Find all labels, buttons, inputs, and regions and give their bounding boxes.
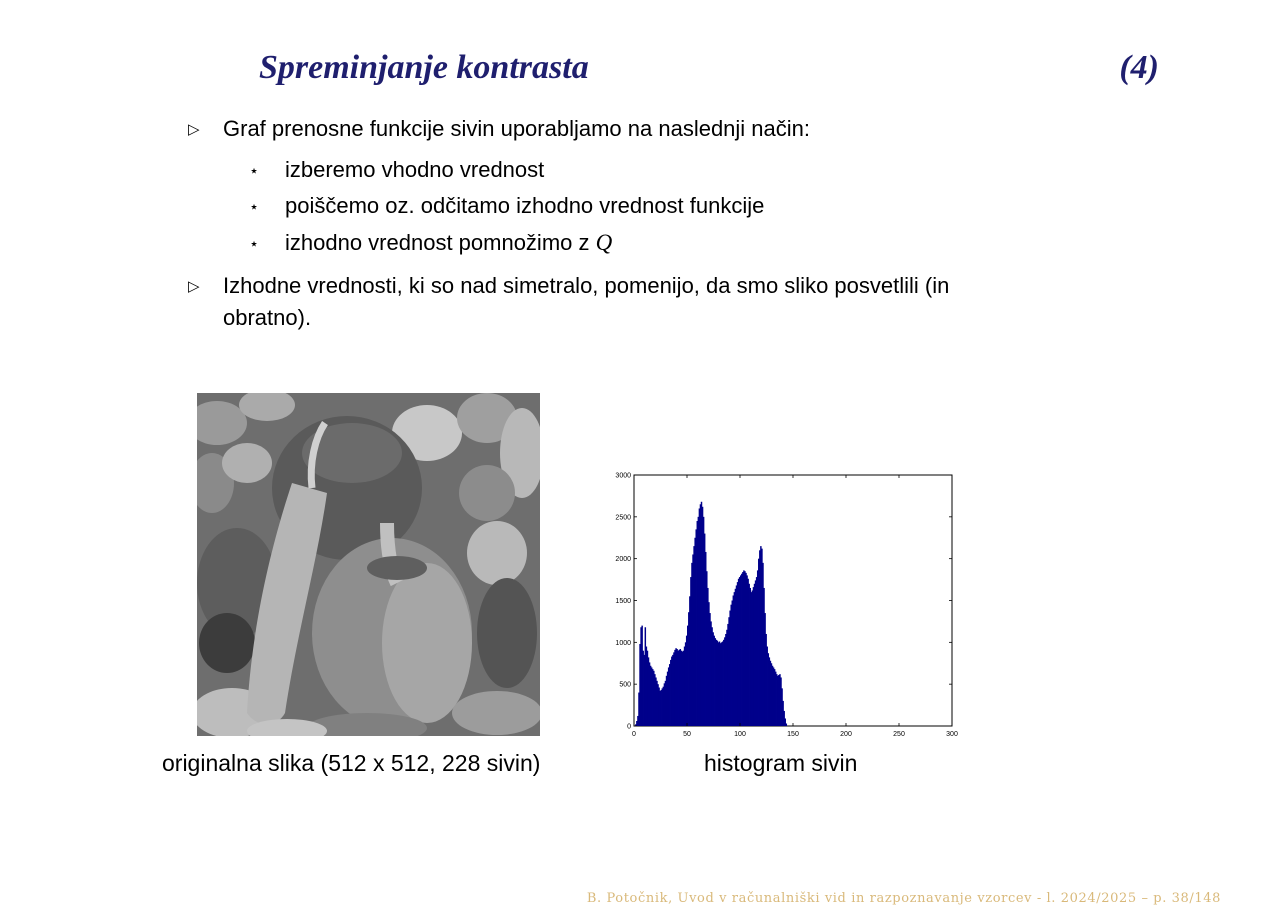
sub-bullet-3 — [249, 227, 613, 259]
x-tick-label: 0 — [632, 731, 636, 738]
x-tick-label: 100 — [734, 731, 746, 738]
triangle-bullet-icon: ▷ — [188, 121, 200, 138]
x-tick-label: 50 — [683, 731, 691, 738]
math-symbol-q: Q — [595, 230, 613, 255]
y-tick-label: 1500 — [615, 598, 631, 605]
y-tick-label: 0 — [627, 723, 631, 731]
histogram-chart — [600, 465, 970, 745]
star-bullet-icon: ⋆ — [249, 199, 260, 216]
sub-bullet-2-text: poiščemo oz. odčitamo izhodno vrednost funkcije — [285, 193, 765, 218]
sub-bullet-3-text: izhodno vrednost pomnožimo z — [285, 230, 596, 255]
bullet-2-line-1: Izhodne vrednosti, ki so nad simetralo, pomenijo, da smo sliko posvetlili (in — [223, 273, 950, 298]
y-tick-label: 500 — [619, 681, 631, 689]
bullet-1 — [188, 113, 811, 145]
x-tick-label: 250 — [893, 731, 905, 738]
bullet-2-line-2: obratno). — [223, 305, 312, 330]
footer: B. Potočnik, Uvod v računalniški vid in razpoznavanje vzorcev - l. 2024/2025 – p. 38/148 — [586, 891, 1221, 906]
bullet-2 — [188, 270, 950, 334]
peppers-grayscale-image — [197, 393, 540, 736]
star-bullet-icon: ⋆ — [249, 236, 260, 253]
y-tick-label: 1000 — [615, 639, 631, 647]
x-tick-label: 300 — [946, 731, 958, 738]
sub-bullet-1 — [249, 154, 545, 186]
sub-bullet-2 — [249, 190, 765, 222]
peppers-illustration — [197, 393, 540, 736]
y-tick-label: 3000 — [615, 472, 631, 480]
triangle-bullet-icon: ▷ — [188, 278, 200, 295]
star-bullet-icon: ⋆ — [249, 163, 260, 180]
x-tick-label: 150 — [787, 731, 799, 738]
histogram-bar — [786, 723, 787, 726]
slide-title: Spreminjanje kontrasta — [259, 49, 589, 86]
y-tick-label: 2000 — [615, 556, 631, 564]
slide-number-label: (4) — [1119, 49, 1159, 86]
bullet-1-text: Graf prenosne funkcije sivin uporabljamo na naslednji način: — [223, 116, 811, 141]
image-caption: originalna slika (512 x 512, 228 sivin) — [162, 750, 541, 776]
y-tick-label: 2500 — [615, 514, 631, 522]
sub-bullet-1-text: izberemo vhodno vrednost — [285, 157, 545, 182]
x-tick-label: 200 — [840, 731, 852, 738]
histogram-caption: histogram sivin — [704, 750, 858, 776]
